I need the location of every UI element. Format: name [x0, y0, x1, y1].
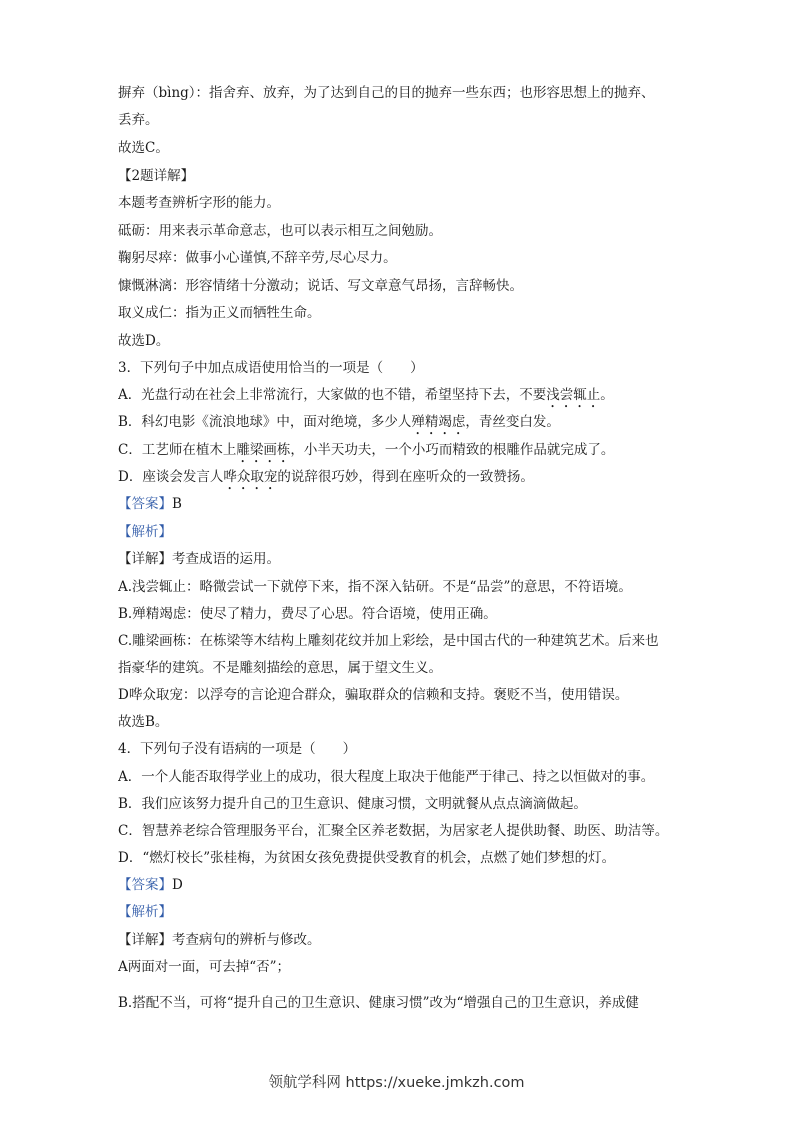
option-text: D．座谈会发言人	[118, 469, 224, 485]
text-line: 【详解】考查病句的辨析与修改。	[118, 932, 321, 948]
dotted-idiom: 殚精竭虑	[411, 414, 466, 430]
trailing-text: 。	[600, 387, 614, 403]
section-label: 【答案】	[118, 877, 172, 893]
option-text: C．工艺师在植木上	[118, 442, 237, 458]
text-line: 3．下列句子中加点成语使用恰当的一项是（ ）	[118, 360, 424, 376]
text-line	[118, 467, 683, 493]
text-line: D．“燃灯校长”张桂梅，为贫困女孩免费提供受教育的机会，点燃了她们梦想的灯。	[118, 850, 616, 866]
text-line	[118, 385, 683, 411]
trailing-text: ，小半天功夫，一个小巧而精致的根雕作品就完成了。	[290, 442, 615, 458]
text-line	[118, 875, 683, 895]
text-line: 4．下列句子没有语病的一项是（ ）	[118, 741, 357, 757]
trailing-text: D	[172, 877, 183, 893]
text-line: 故选B。	[118, 714, 169, 730]
text-line: 故选D。	[118, 333, 170, 349]
text-line: C.雕梁画栋：在栋梁等木结构上雕刻花纹并加上彩绘，是中国古代的一种建筑艺术。后来也	[118, 633, 659, 649]
text-line: 鞠躬尽瘁：做事小心谨慎,不辞辛劳,尽心尽力。	[118, 250, 397, 266]
trailing-text: B	[172, 496, 182, 512]
dotted-idiom: 哗众取宠	[223, 469, 278, 485]
trailing-text: 的说辞很巧妙，得到在座听众的一致赞扬。	[277, 469, 534, 485]
text-line	[118, 412, 683, 438]
text-line	[118, 440, 683, 466]
option-text: A．光盘行动在社会上非常流行，大家做的也不错，希望坚持下去，不要	[118, 387, 547, 403]
option-text: B．科幻电影《流浪地球》中，面对绝境，多少人	[118, 414, 412, 430]
page-footer-watermark: 领航学科网 https://xueke.jmkzh.com	[268, 1075, 525, 1091]
text-line: 砥砺：用来表示革命意志，也可以表示相互之间勉励。	[118, 223, 442, 239]
text-line: 【2题详解】	[118, 168, 195, 184]
text-line: A.浅尝辄止：略微尝试一下就停下来，指不深入钻研。不是“品尝”的意思，不符语境。	[118, 579, 632, 595]
text-line: 慷慨淋漓：形容情绪十分激动；说话、写文章意气昂扬，言辞畅快。	[118, 278, 523, 294]
text-line: 【详解】考查成语的运用。	[118, 551, 280, 567]
trailing-text: ，青丝变白发。	[465, 414, 560, 430]
text-line: B.搭配不当，可将“提升自己的卫生意识、健康习惯”改为“增强自己的卫生意识，养成健	[118, 995, 639, 1011]
text-line: 指豪华的建筑。不是雕刻描绘的意思，属于望文生义。	[118, 660, 442, 676]
text-line: B．我们应该努力提升自己的卫生意识、健康习惯，文明就餐从点点滴滴做起。	[118, 796, 587, 812]
text-line: C．智慧养老综合管理服务平台，汇聚全区养老数据，为居家老人提供助餐、助医、助洁等。	[118, 823, 669, 839]
text-line: 故选C。	[118, 140, 169, 156]
text-line	[118, 522, 683, 542]
text-line: A．一个人能否取得学业上的成功，很大程度上取决于他能严于律己、持之以恒做对的事。	[118, 769, 655, 785]
text-line: B.殚精竭虑：使尽了精力，费尽了心思。符合语境，使用正确。	[118, 606, 497, 622]
dotted-idiom: 浅尝辄止	[546, 387, 601, 403]
section-label: 【解析】	[118, 524, 172, 540]
section-label: 【解析】	[118, 904, 172, 920]
text-line: D哗众取宠：以浮夸的言论迎合群众，骗取群众的信赖和支持。褒贬不当，使用错误。	[118, 687, 629, 703]
dotted-idiom: 雕梁画栋	[236, 442, 291, 458]
text-line: 取义成仁：指为正义而牺牲生命。	[118, 305, 321, 321]
text-line: A两面对一面，可去掉“否”；	[118, 959, 291, 975]
text-line	[118, 494, 683, 514]
text-line: 摒弃（bìng）：指舍弃、放弃，为了达到自己的目的抛弃一些东西；也形容思想上的抛弃、	[118, 85, 655, 101]
text-line: 丢弃。	[118, 112, 159, 128]
text-line: 本题考查辨析字形的能力。	[118, 195, 280, 211]
section-label: 【答案】	[118, 496, 172, 512]
text-line	[118, 902, 683, 922]
